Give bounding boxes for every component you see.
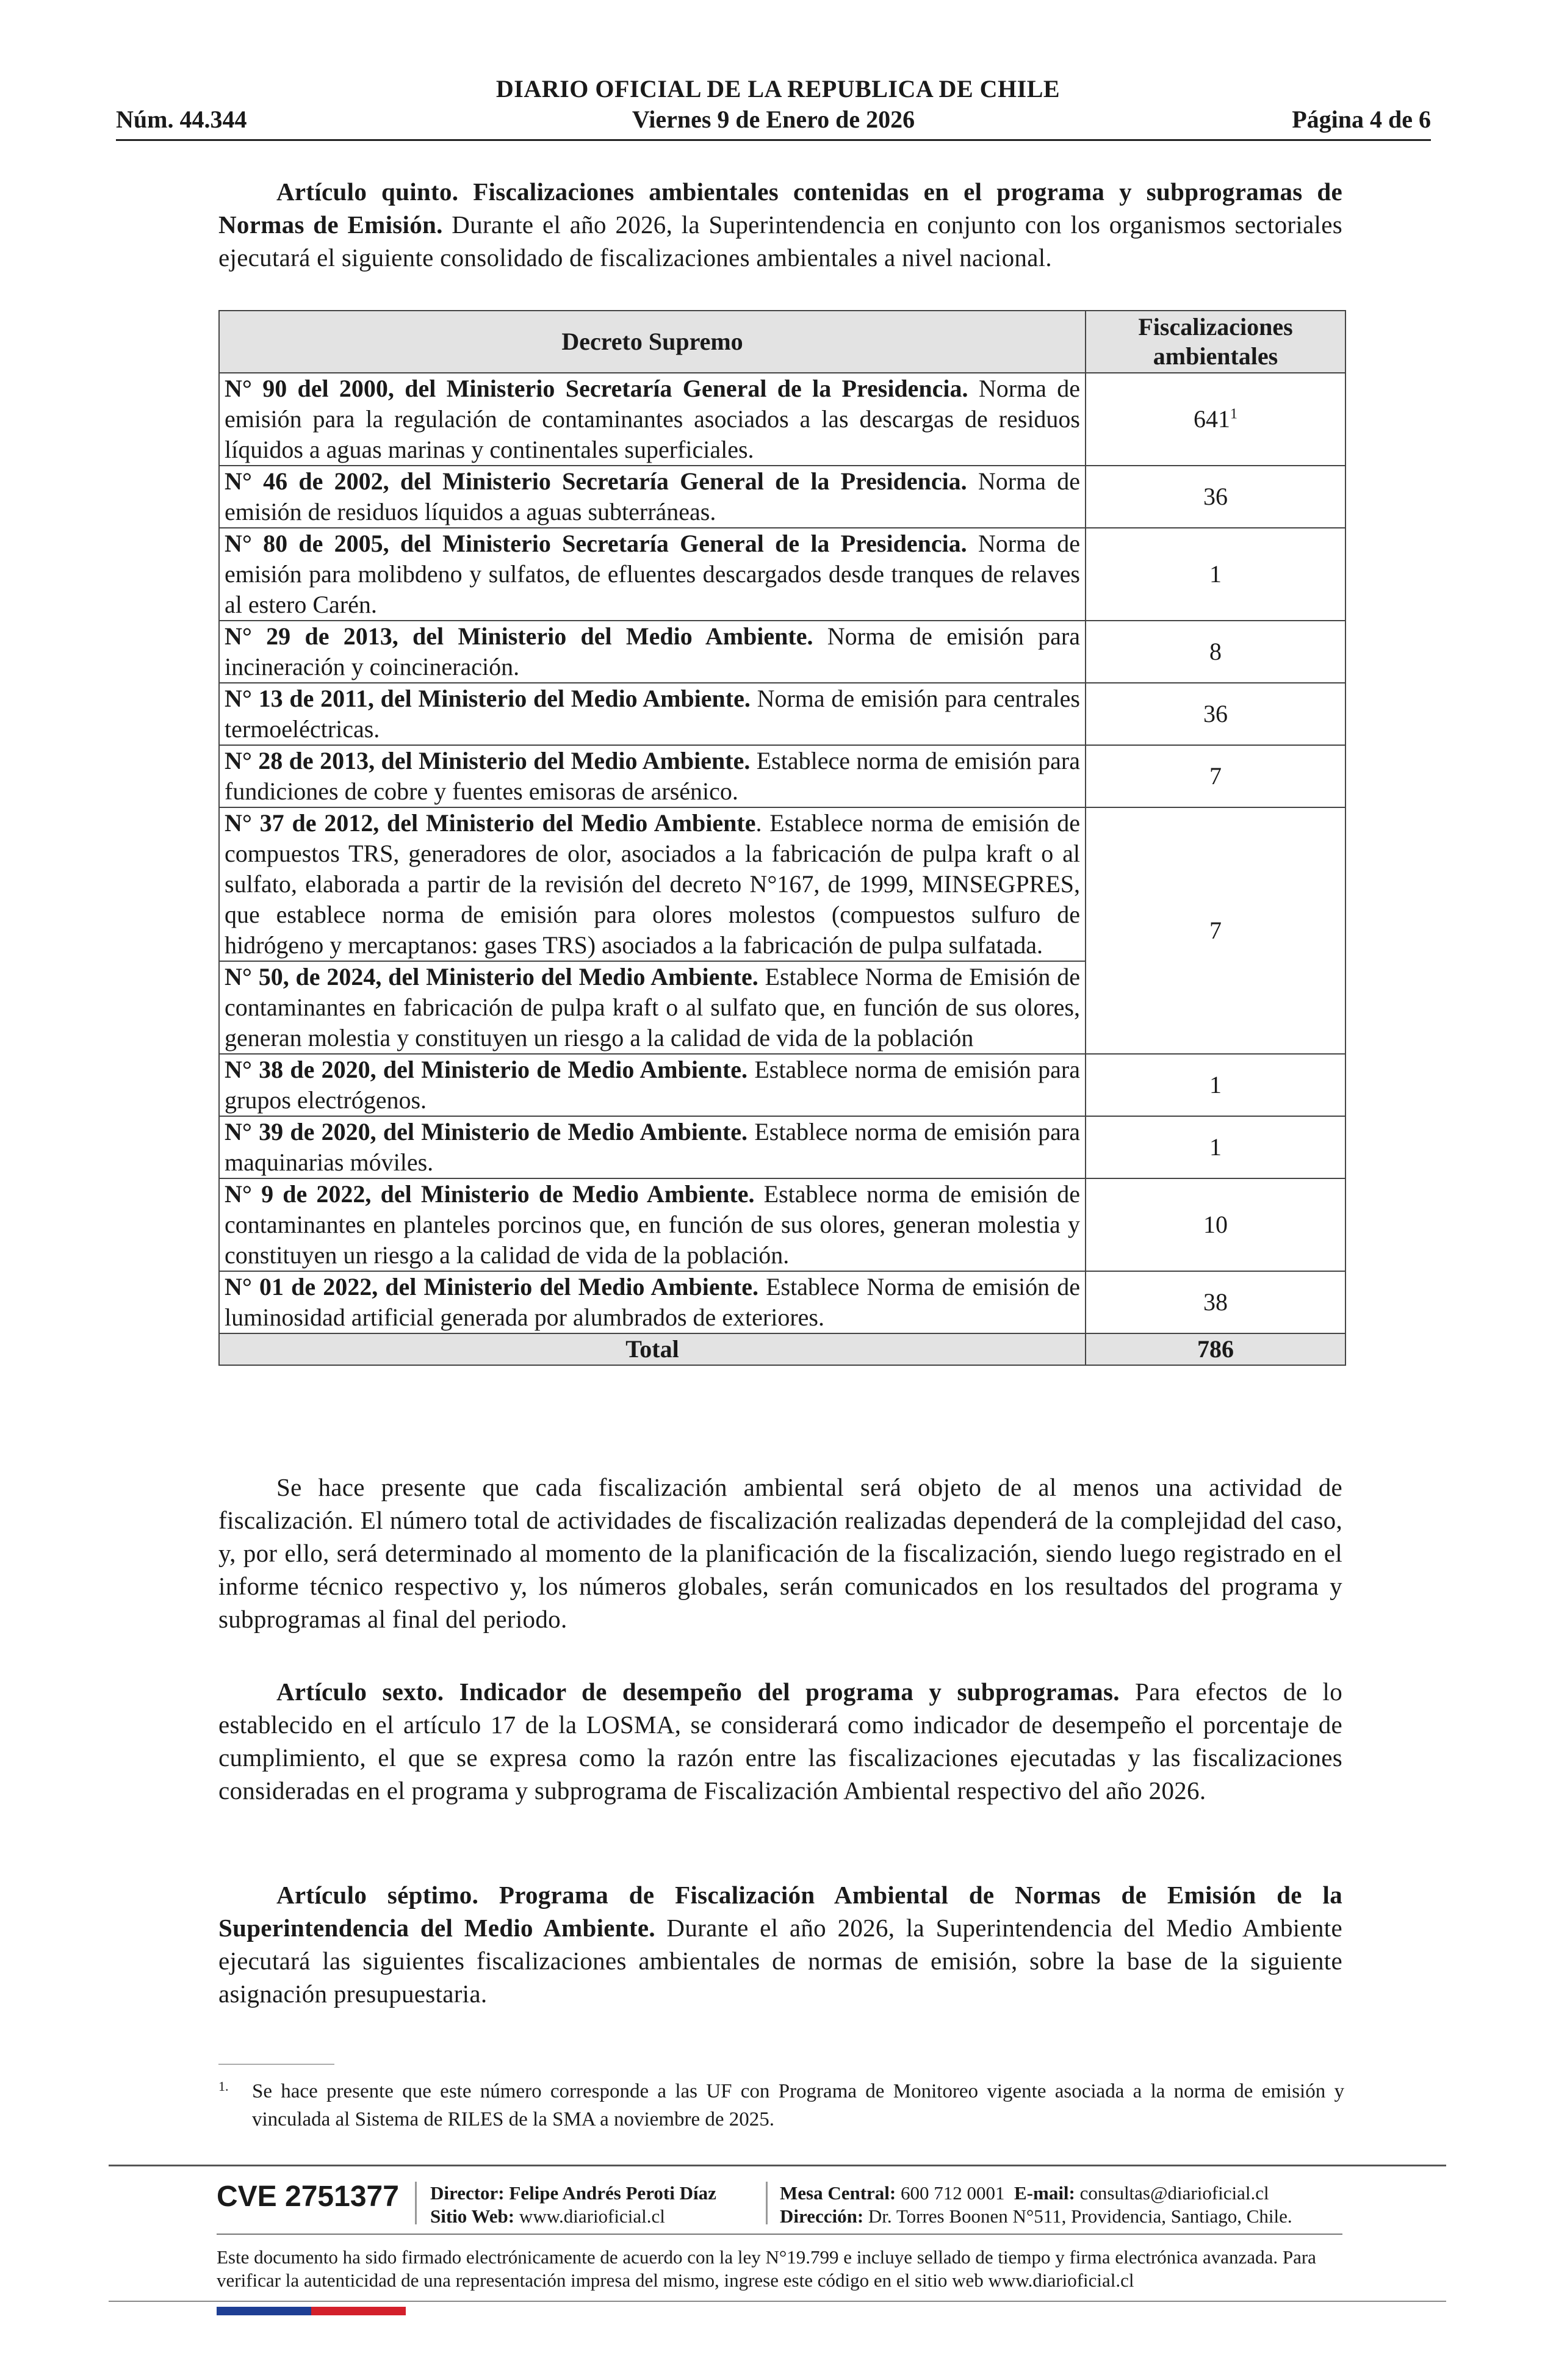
table-row xyxy=(219,745,1345,807)
footnote-ref: 1 xyxy=(1230,406,1237,422)
total-value: 786 xyxy=(1086,1333,1345,1365)
footer-divider xyxy=(217,2234,1342,2235)
header-divider xyxy=(116,139,1431,141)
phone-number: 600 712 0001 xyxy=(901,2182,1005,2204)
decree-cell: N° 29 de 2013, del Ministerio del Medio Ambiente. Norma de emisión para incineración y coincineración. xyxy=(219,621,1086,683)
footer-separator xyxy=(415,2182,417,2224)
value-cell: 8 xyxy=(1086,621,1345,683)
value-cell: 7 xyxy=(1086,745,1345,807)
table-row xyxy=(219,807,1345,961)
table-header-row xyxy=(219,311,1345,373)
decree-cell: N° 90 del 2000, del Ministerio Secretaría General de la Presidencia. Norma de emisión para la regulación de contaminantes asociados a las descargas de residuos líquidos a aguas marinas y continentales superficiales. xyxy=(219,373,1086,466)
decree-cell: N° 46 de 2002, del Ministerio Secretaría General de la Presidencia. Norma de emisión de residuos líquidos a aguas subterráneas. xyxy=(219,466,1086,528)
table-row xyxy=(219,1178,1345,1271)
table-row xyxy=(219,373,1345,466)
article-sixth-heading: Artículo sexto. Indicador de desempeño del programa y subprogramas. xyxy=(276,1678,1120,1706)
total-row xyxy=(219,1333,1345,1365)
value-cell: 1 xyxy=(1086,1054,1345,1116)
value-cell: 38 xyxy=(1086,1271,1345,1333)
value-cell: 1 xyxy=(1086,528,1345,621)
issue-date: Viernes 9 de Enero de 2026 xyxy=(632,106,915,133)
article-sixth xyxy=(218,1675,1342,1807)
table-row xyxy=(219,466,1345,528)
decree-cell: N° 13 de 2011, del Ministerio del Medio Ambiente. Norma de emisión para centrales termoeléctricas. xyxy=(219,683,1086,745)
article-seventh xyxy=(218,1878,1342,2010)
value-cell: 36 xyxy=(1086,683,1345,745)
table-row xyxy=(219,528,1345,621)
address: Dr. Torres Boonen N°511, Providencia, Santiago, Chile. xyxy=(868,2205,1292,2227)
value-cell: $641^1$ xyxy=(1086,373,1345,466)
flag-stripe-blue xyxy=(217,2307,311,2315)
value-cell: 10 xyxy=(1086,1178,1345,1271)
decree-cell: N° 28 de 2013, del Ministerio del Medio Ambiente. Establece norma de emisión para fundiciones de cobre y fuentes emisoras de arsénico. xyxy=(219,745,1086,807)
table-row xyxy=(219,1054,1345,1116)
footer-divider xyxy=(109,2301,1446,2302)
paragraph-fiscalization-note: Se hace presente que cada fiscalización ambiental será objeto de al menos una actividad de fiscalización. El número total de actividades de fiscalización realizadas dependerá de la complejidad del caso, y, por ello, será determinado al momento de la planificación de la fiscalización, siendo luego registrado en el informe técnico respectivo y, los números globales, serán comunicados en los resultados del programa y subprogramas al final del periodo. xyxy=(218,1473,1342,1633)
table-row xyxy=(219,621,1345,683)
header-row xyxy=(116,105,1431,135)
cve-code: CVE 2751377 xyxy=(217,2180,399,2213)
footer-contact-block: Mesa Central: 600 712 0001 E-mail: consultas@diarioficial.cl Dirección: Dr. Torres Boonen N°511, Providencia, Santiago, Chile. xyxy=(780,2182,1292,2227)
col-header-inspections: Fiscalizaciones ambientales xyxy=(1086,311,1345,373)
article-fifth-body: Durante el año 2026, la Superintendencia en conjunto con los organismos sectoriales ejecutará el siguiente consolidado de fiscalizaciones ambientales a nivel nacional. xyxy=(218,211,1342,272)
value-cell: 36 xyxy=(1086,466,1345,528)
legal-notice: Este documento ha sido firmado electrónicamente de acuerdo con la ley N°19.799 e incluye sellado de tiempo y firma electrónica avanzada. Para verificar la autenticidad de una representación impresa del mismo, ingrese este código en el sitio web www.diarioficial.cl xyxy=(217,2246,1316,2291)
value-cell: 7 xyxy=(1086,807,1345,1054)
footer-separator xyxy=(766,2182,768,2224)
value-cell: 1 xyxy=(1086,1116,1345,1178)
director-name: Felipe Andrés Peroti Díaz xyxy=(509,2182,716,2204)
article-seventh-heading: Artículo séptimo. Programa de Fiscalización Ambiental de Normas de Emisión de la Superintendencia del Medio Ambiente. xyxy=(218,1881,1342,1942)
decree-cell: N° 38 de 2020, del Ministerio de Medio Ambiente. Establece norma de emisión para grupos electrógenos. xyxy=(219,1054,1086,1116)
issue-number: Núm. 44.344 xyxy=(116,106,247,133)
footnote-text: Se hace presente que este número corresponde a las UF con Programa de Monitoreo vigente asociada a la norma de emisión y vinculada al Sistema de RILES de la SMA a noviembre de 2025. xyxy=(252,2080,1344,2130)
col-header-decree: Decreto Supremo xyxy=(219,311,1086,373)
table-row xyxy=(219,683,1345,745)
table-row xyxy=(219,1116,1345,1178)
page-number: Página 4 de 6 xyxy=(1292,106,1431,133)
decree-cell: N° 37 de 2012, del Ministerio del Medio Ambiente. Establece norma de emisión de compuestos TRS, generadores de olor, asociados a la fabricación de pulpa kraft o al sulfato, elaborada a partir de la revisión del decreto N°167, de 1999, MINSEGPRES, que establece norma de emisión para olores molestos (compuestos sulfuro de hidrógeno y mercaptanos: gases TRS) asociados a la fabricación de pulpa sulfatada. xyxy=(219,807,1086,961)
website-link[interactable]: www.diarioficial.cl xyxy=(519,2205,665,2227)
decree-cell: N° 9 de 2022, del Ministerio de Medio Ambiente. Establece norma de emisión de contaminantes en planteles porcinos que, en función de sus olores, generan molestia y constituyen un riesgo a la calidad de vida de la población. xyxy=(219,1178,1086,1271)
footnote-mark: 1. xyxy=(218,2079,229,2094)
decree-cell: N° 39 de 2020, del Ministerio de Medio Ambiente. Establece norma de emisión para maquinarias móviles. xyxy=(219,1116,1086,1178)
table-row xyxy=(219,1271,1345,1333)
footer-divider xyxy=(109,2165,1446,2166)
article-seventh-body: Durante el año 2026, la Superintendencia del Medio Ambiente ejecutará las siguientes fiscalizaciones ambientales de normas de emisión, sobre la base de la siguiente asignación presupuestaria. xyxy=(218,1914,1342,2008)
article-fifth-heading: Artículo quinto. Fiscalizaciones ambientales contenidas en el programa y subprogramas de Normas de Emisión. xyxy=(218,178,1342,239)
article-fifth xyxy=(218,175,1342,274)
decree-cell: N° 80 de 2005, del Ministerio Secretaría General de la Presidencia. Norma de emisión para molibdeno y sulfatos, de efluentes descargados desde tranques de relaves al estero Carén. xyxy=(219,528,1086,621)
email-link[interactable]: consultas@diarioficial.cl xyxy=(1079,2182,1269,2204)
total-label: Total xyxy=(219,1333,1086,1365)
article-sixth-body: Para efectos de lo establecido en el artículo 17 de la LOSMA, se considerará como indicador de desempeño el porcentaje de cumplimiento, el que se expresa como la razón entre las fiscalizaciones ejecutadas y las fiscalizaciones consideradas en el programa y subprograma de Fiscalización Ambiental respectivo del año 2026. xyxy=(218,1678,1343,1805)
flag-stripe-red xyxy=(311,2307,406,2315)
decrees-table xyxy=(218,310,1346,1366)
decree-cell: N° 50, de 2024, del Ministerio del Medio Ambiente. Establece Norma de Emisión de contaminantes en fabricación de pulpa kraft o al sulfato que, en función de sus olores, generan molestia y constituyen un riesgo a la calidad de vida de la población xyxy=(219,961,1086,1054)
newspaper-title: DIARIO OFICIAL DE LA REPUBLICA DE CHILE xyxy=(495,75,1061,103)
footer-director-block: Director: Felipe Andrés Peroti Díaz Sitio Web: www.diarioficial.cl xyxy=(430,2182,716,2227)
decree-cell: N° 01 de 2022, del Ministerio del Medio Ambiente. Establece Norma de emisión de luminosidad artificial generada por alumbrados de exteriores. xyxy=(219,1271,1086,1333)
